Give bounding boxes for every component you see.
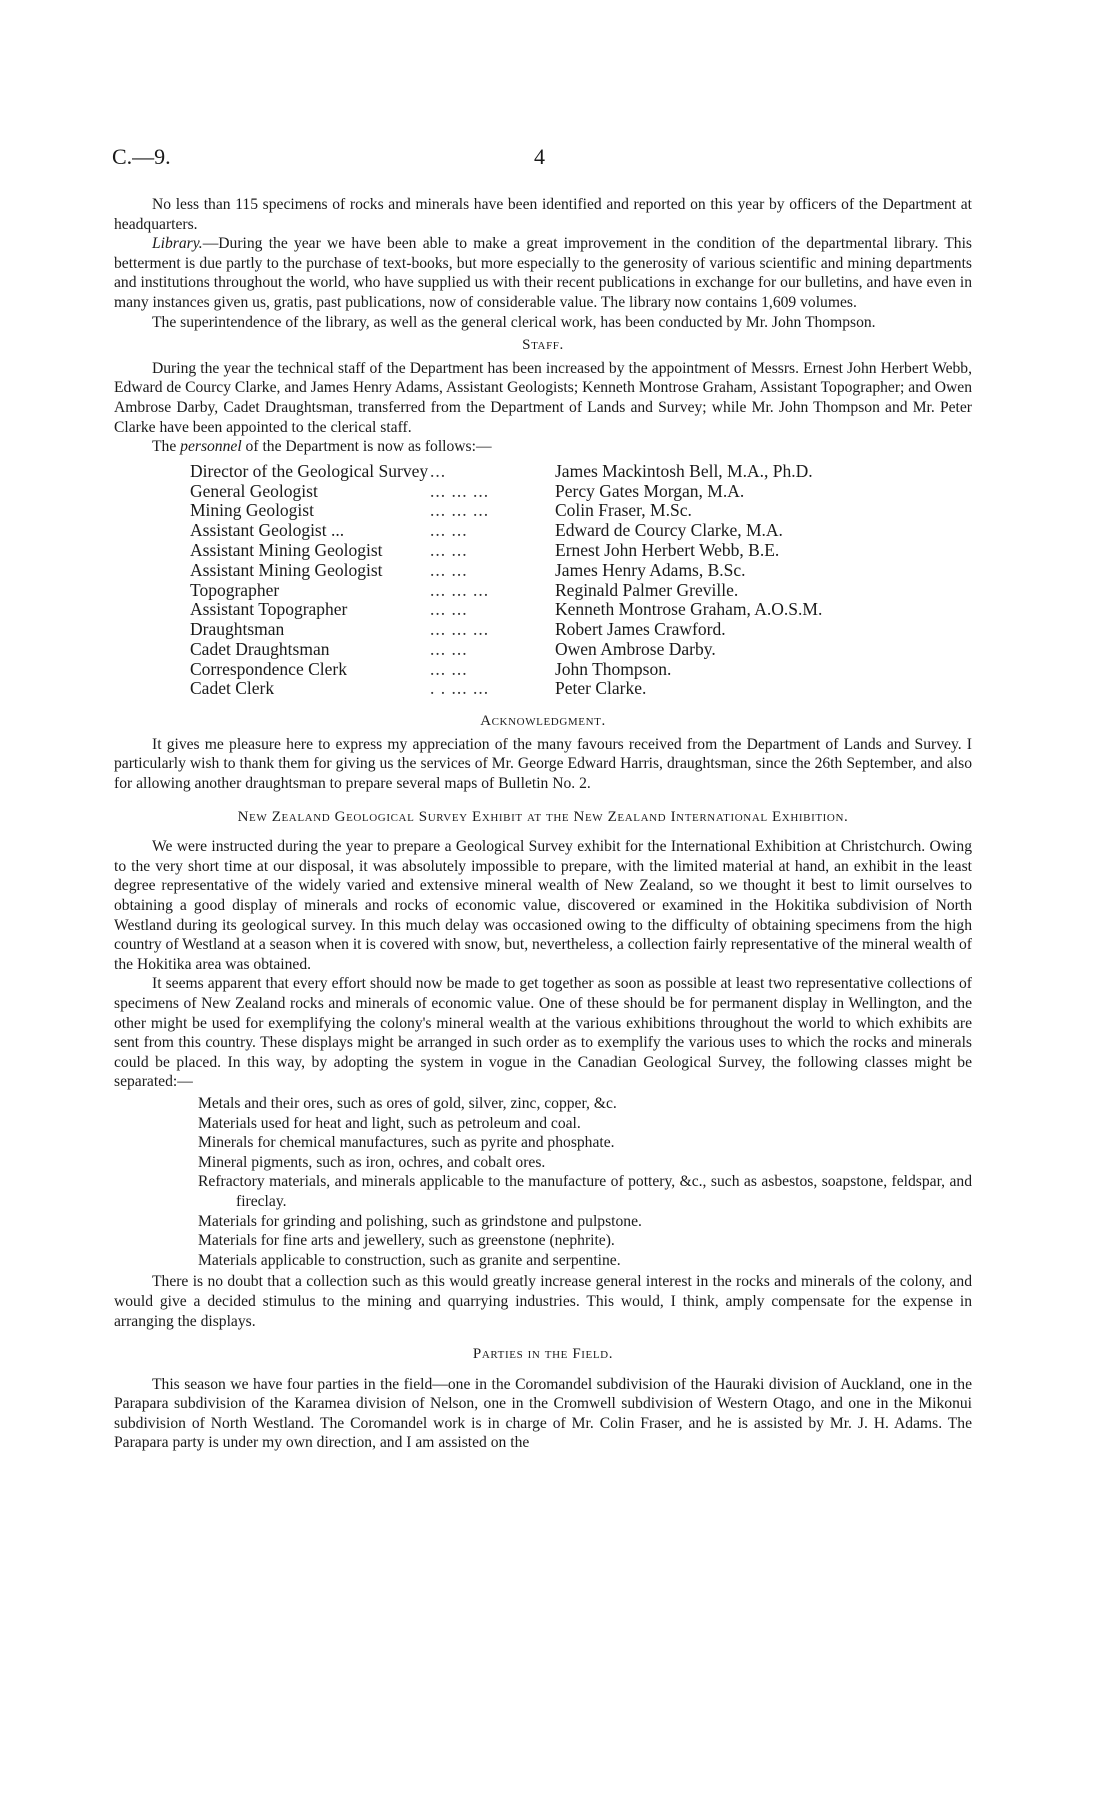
staff-role: Assistant Topographer — [190, 599, 348, 620]
staff-role: Assistant Mining Geologist — [190, 559, 383, 580]
staff-row — [190, 541, 822, 561]
mineral-class-item: Materials used for heat and light, such as petroleum and coal. — [198, 1114, 581, 1132]
staff-role: Director of the Geological Survey — [190, 460, 429, 481]
mineral-class-item: Materials applicable to construction, such as granite and serpentine. — [198, 1251, 621, 1269]
mineral-class-item: Minerals for chemical manufactures, such as pyrite and phosphate. — [198, 1134, 615, 1152]
acknowledgment-heading: Acknowledgment. — [480, 713, 606, 730]
staff-row — [190, 501, 822, 521]
staff-row — [190, 581, 822, 601]
personnel-pre: The — [152, 438, 181, 456]
staff-row — [190, 620, 822, 640]
specimens-paragraph: No less than 115 specimens of rocks and minerals have been identified and reported on this year by officers of the Department at headquarters. — [114, 196, 972, 233]
staff-role: General Geologist — [190, 480, 318, 501]
staff-row — [190, 660, 822, 680]
staff-role: Cadet Clerk — [190, 678, 275, 699]
staff-leader-dots: ... — [430, 460, 447, 481]
staff-row — [190, 561, 822, 581]
mineral-class-item: Refractory materials, and minerals applicable to the manufacture of pottery, &c., such as asbestos, soapstone, feldspar, and fireclay. — [198, 1173, 972, 1210]
personnel-post: of the Department is now as follows:— — [241, 438, 492, 456]
staff-role: Topographer — [190, 579, 280, 600]
staff-role: Assistant Mining Geologist — [190, 539, 383, 560]
staff-leader-dots: ... ... ... — [430, 619, 490, 640]
staff-name: Percy Gates Morgan, M.A. — [555, 480, 745, 501]
mineral-class-item: Metals and their ores, such as ores of gold, silver, zinc, copper, &c. — [198, 1094, 617, 1112]
exhibit-paragraph-2: It seems apparent that every effort should now be made to get together as soon as possible at least two representative collections of specimens of New Zealand rocks and minerals of economic value. One of these should be for permanent display in Wellington, and the other might be used for exemplifying the colony's mineral wealth at the various exhibitions throughout the world to which exhibits are sent from this country. These displays might be arranged in such order as to exemplify the various uses to which the rocks and minerals could be placed. In this way, by adopting the system in vogue in the Canadian Geological Survey, the following classes might be separated:— — [114, 975, 972, 1091]
library-label: Library. — [152, 235, 203, 253]
mineral-class-item: Materials for fine arts and jewellery, such as greenstone (nephrite). — [198, 1232, 615, 1250]
staff-row — [190, 482, 822, 502]
staff-leader-dots: ... ... — [430, 520, 468, 541]
superintendence-paragraph: The superintendence of the library, as well as the general clerical work, has been conducted by Mr. John Thompson. — [152, 313, 876, 331]
staff-paragraph: During the year the technical staff of the Department has been increased by the appointment of Messrs. Ernest John Herbert Webb, Edward de Courcy Clarke, and James Henry Adams, Assistant Geologists; Kenneth Montrose Graham, Assistant Topographer; and Owen Ambrose Darby, Cadet Draughtsman, transferred from the Department of Lands and Survey; while Mr. John Thompson and Mr. Peter Clarke have been appointed to the clerical staff. — [114, 359, 972, 436]
staff-name: Owen Ambrose Darby. — [555, 638, 716, 659]
staff-leader-dots: ... ... — [430, 539, 468, 560]
staff-row — [190, 640, 822, 660]
staff-name: Ernest John Herbert Webb, B.E. — [555, 539, 780, 560]
library-paragraph — [114, 234, 972, 312]
parties-heading: Parties in the Field. — [472, 1346, 614, 1363]
mineral-class-item: Mineral pigments, such as iron, ochres, and cobalt ores. — [198, 1153, 546, 1171]
staff-row — [190, 600, 822, 620]
exhibit-paragraph-3: There is no doubt that a collection such as this would greatly increase general interest in the rocks and minerals of the colony, and would give a decided stimulus to the mining and quarrying industries. This would, I think, amply compensate for the expense in arranging the displays. — [114, 1273, 972, 1330]
staff-name: James Mackintosh Bell, M.A., Ph.D. — [555, 460, 813, 481]
staff-leader-dots: . . ... ... — [430, 678, 490, 699]
staff-name: Kenneth Montrose Graham, A.O.S.M. — [555, 599, 823, 620]
staff-role: Cadet Draughtsman — [190, 638, 330, 659]
staff-row — [190, 521, 822, 541]
mineral-class-item: Materials for grinding and polishing, such as grindstone and pulpstone. — [198, 1212, 642, 1230]
staff-role: Mining Geologist — [190, 500, 314, 521]
library-text: —During the year we have been able to make a great improvement in the condition of the departmental library. This betterment is due partly to the purchase of text-books, but more especially to the generosity of various scientific and mining departments and institutions throughout the world, who have supplied us with their recent publications in exchange for our bulletins, and have even in many instances given us, gratis, past publications, now of considerable value. The library now contains 1,609 volumes. — [114, 235, 972, 311]
staff-row — [190, 679, 822, 699]
exhibit-paragraph-1: We were instructed during the year to prepare a Geological Survey exhibit for the International Exhibition at Christchurch. Owing to the very short time at our disposal, it was absolutely impossible to prepare, with the limited material at hand, an exhibit in the least degree representative of the widely varied and extensive mineral wealth of New Zealand, so we thought it best to limit ourselves to obtaining a good display of minerals and rocks of economic value, discovered or examined in the Hokitika subdivision of North Westland during its geological survey. In this much delay was occasioned owing to the difficulty of obtaining specimens from the high country of Westland at a season when it is covered with snow, but, nevertheless, a collection fairly representative of the mineral wealth of the Hokitika area was obtained. — [114, 838, 972, 973]
document-reference: C.—9. — [112, 144, 171, 169]
staff-name: John Thompson. — [555, 658, 672, 679]
staff-leader-dots: ... ... — [430, 638, 468, 659]
staff-leader-dots: ... ... ... — [430, 500, 490, 521]
staff-leader-dots: ... ... ... — [430, 579, 490, 600]
personnel-intro — [114, 437, 972, 457]
exhibit-heading: New Zealand Geological Survey Exhibit at the New Zealand International Exhibition. — [237, 808, 849, 825]
parties-paragraph: This season we have four parties in the field—one in the Coromandel subdivision of the Hauraki division of Auckland, one in the Parapara subdivision of the Karamea division of Nelson, one in the Cromwell subdivision of Western Otago, and one in the Mikonui subdivision of North Westland. The Coromandel work is in charge of Mr. Colin Fraser, and he is assisted by Mr. J. H. Adams. The Parapara party is under my own direction, and I am assisted on the — [114, 1375, 972, 1452]
page-number: 4 — [534, 144, 545, 169]
staff-name: Peter Clarke. — [555, 678, 647, 699]
staff-name: Reginald Palmer Greville. — [555, 579, 739, 600]
staff-leader-dots: ... ... — [430, 599, 468, 620]
staff-table — [190, 462, 822, 700]
staff-leader-dots: ... ... — [430, 658, 468, 679]
mineral-classes-list — [114, 1094, 972, 1270]
staff-row — [190, 462, 822, 482]
staff-name: Robert James Crawford. — [555, 619, 726, 640]
acknowledgment-paragraph: It gives me pleasure here to express my appreciation of the many favours received from the Department of Lands and Survey. I particularly wish to thank them for giving us the services of Mr. George Edward Harris, draughtsman, since the 26th September, and also for allowing another draughtsman to prepare several maps of Bulletin No. 2. — [114, 735, 972, 793]
staff-leader-dots: ... ... — [430, 559, 468, 580]
staff-role: Draughtsman — [190, 619, 285, 640]
staff-leader-dots: ... ... ... — [430, 480, 490, 501]
staff-name: James Henry Adams, B.Sc. — [555, 559, 746, 580]
page-header — [112, 144, 972, 174]
staff-role: Correspondence Clerk — [190, 658, 347, 679]
staff-name: Colin Fraser, M.Sc. — [555, 500, 692, 521]
staff-heading: Staff. — [522, 337, 564, 354]
staff-name: Edward de Courcy Clarke, M.A. — [555, 520, 783, 541]
staff-role: Assistant Geologist ... — [190, 520, 345, 541]
personnel-word: personnel — [180, 438, 242, 456]
page-body — [114, 195, 972, 1453]
